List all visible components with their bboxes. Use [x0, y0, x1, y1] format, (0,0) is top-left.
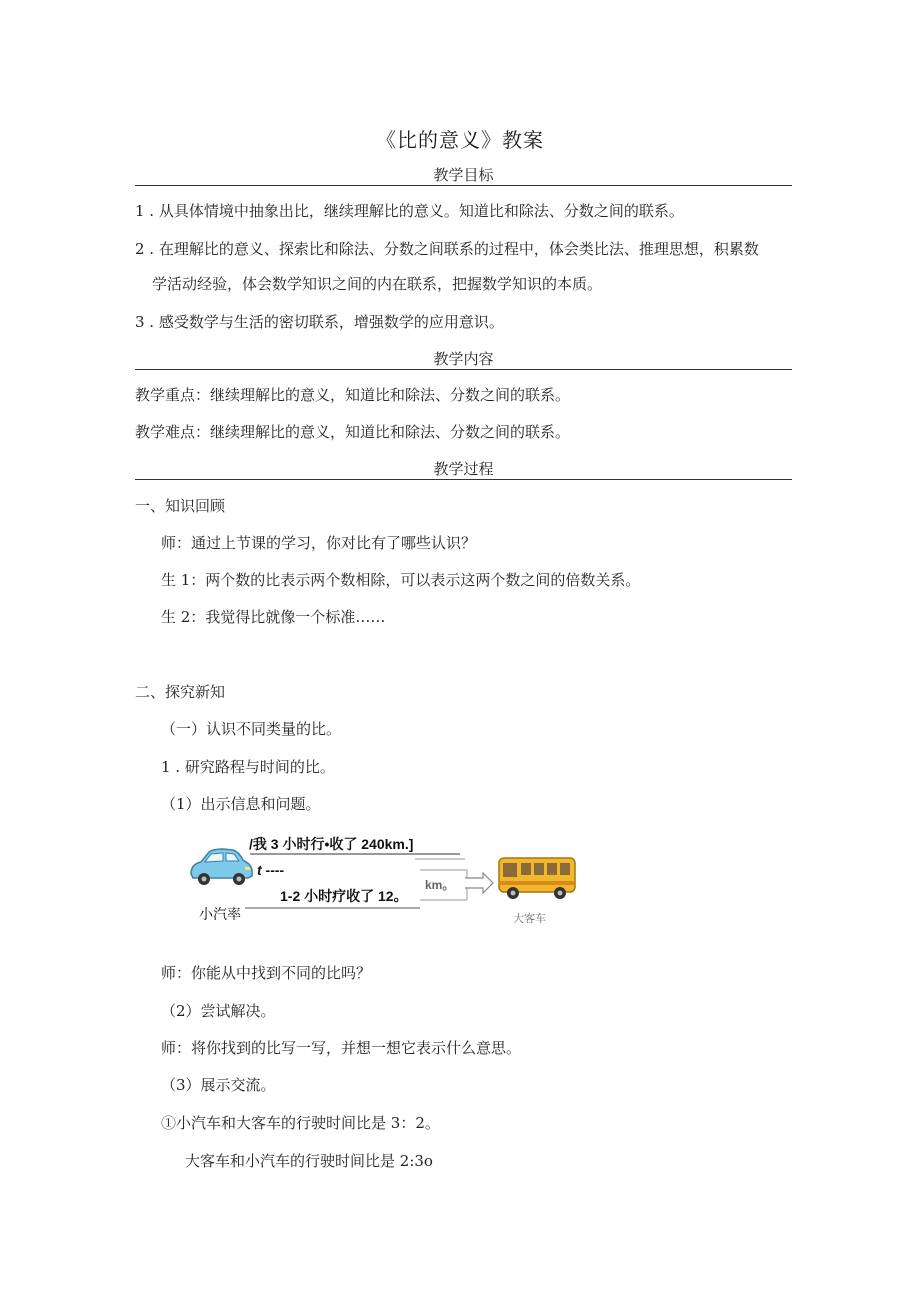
- document-title: 《比的意义》教案: [376, 128, 544, 152]
- goal-item-3: 3 . 感受数学与生活的密切联系，增强数学的应用意识。: [135, 313, 504, 331]
- ratio-statement-1: ①小汽车和大客车的行驶时间比是 3：2。: [161, 1114, 440, 1132]
- ratio-statement-2: 大客车和小汽车的行驶时间比是 2:3o: [185, 1152, 433, 1170]
- car-bus-illustration: [185, 832, 605, 932]
- explore-line-3: （1）出示信息和问题。: [161, 795, 321, 813]
- difficult-point: 教学难点：继续理解比的意义，知道比和除法、分数之间的联系。: [135, 423, 571, 441]
- goal-item-1: 1 . 从具体情境中抽象出比，继续理解比的意义。知道比和除法、分数之间的联系。: [135, 202, 684, 220]
- explore-line-1: （一）认识不同类量的比。: [161, 720, 342, 738]
- section-heading-content: 教学内容: [433, 350, 494, 368]
- key-point: 教学重点：继续理解比的意义，知道比和除法、分数之间的联系。: [135, 386, 571, 404]
- teacher-instruction: 师：将你找到的比写一写，并想一想它表示什么意思。: [161, 1039, 522, 1057]
- car-label: 小汽率: [199, 907, 241, 923]
- divider: [135, 479, 792, 480]
- bus-label: 大客车: [513, 912, 546, 925]
- bus-speech-text: 1-2 小时疗收了 12。: [280, 888, 408, 904]
- explore-line-2: 1 . 研究路程与时间的比。: [161, 758, 335, 776]
- step-2: （2）尝试解决。: [161, 1002, 276, 1020]
- pointer-arrow-icon: [463, 872, 495, 894]
- divider: [135, 369, 792, 370]
- divider: [135, 185, 792, 186]
- explore-title: 二、探究新知: [135, 683, 226, 701]
- goal-item-2-cont: 学活动经验，体会数学知识之间的内在联系，把握数学知识的本质。: [152, 275, 603, 293]
- teacher-question: 师：你能从中找到不同的比吗？: [161, 964, 372, 982]
- goal-item-2: 2 . 在理解比的意义、探索比和除法、分数之间联系的过程中，体会类比法、推理思想，积累数: [135, 240, 759, 258]
- review-line-student-1: 生 1：两个数的比表示两个数相除，可以表示这两个数之间的倍数关系。: [161, 571, 641, 589]
- km-tag: km。: [425, 878, 455, 892]
- bus-icon: [497, 854, 579, 900]
- section-heading-goals: 教学目标: [433, 166, 494, 184]
- car-speech-text: /我 3 小时行•收了 240km.]: [249, 836, 414, 852]
- review-line-student-2: 生 2：我觉得比就像一个标准……: [161, 608, 386, 626]
- step-3: （3）展示交流。: [161, 1076, 276, 1094]
- review-title: 一、知识回顾: [135, 497, 226, 515]
- review-line-teacher: 师：通过上节课的学习，你对比有了哪些认识？: [161, 534, 477, 552]
- section-heading-process: 教学过程: [433, 460, 494, 478]
- speech-dash: t ----: [257, 862, 285, 878]
